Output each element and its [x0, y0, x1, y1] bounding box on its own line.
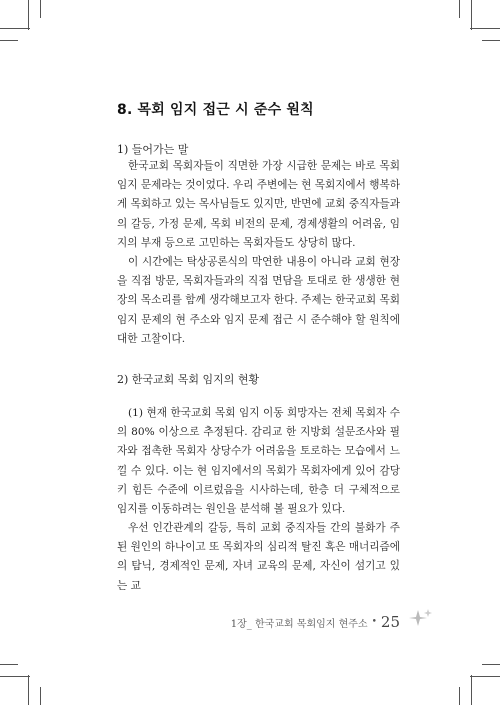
- paragraph: (1) 현재 한국교회 목회 임지 이동 희망자는 전체 목회자 수의 80% 이상으로 추정된다. 감리교 한 지방회 설문조사와 필자와 접촉한 목회자 상당수가 어려움을 토로하는 모습에서 느낄 수 있다. 이는 현 임지에서의 목회가 목회자에게 있어 감당키 힘든 수준에 이르렀음을 시사하는데, 한층 더 구체적으로 임지를 이동하려는 원인을 분석해 볼 필요가 있다.: [117, 407, 400, 516]
- crop-mark: [0, 28, 30, 29]
- crop-mark: [459, 0, 460, 18]
- bullet-icon: •: [371, 617, 377, 627]
- crop-mark: [459, 687, 460, 705]
- page-footer: [230, 613, 400, 631]
- subsection-heading: 2) 한국교회 목회 임지의 현황: [117, 373, 260, 386]
- crop-mark: [482, 664, 500, 665]
- crop-mark: [40, 0, 41, 18]
- paragraph: 이 시간에는 탁상공론식의 막연한 내용이 아니라 교회 현장을 직접 방문, 목회자들과의 직접 면담을 토대로 한 생생한 현장의 목소리를 함께 생각해보고자 한다. 주제는 한국교회 목회 임지 문제의 현 주소와 임지 문제 접근 시 준수해야 할 원칙에 대한 고찰이다.: [117, 256, 400, 345]
- crop-mark: [28, 0, 29, 30]
- footer-chapter: 1장_ 한국교회 목회임지 현주소: [230, 618, 368, 630]
- crop-mark: [470, 28, 500, 29]
- page-number: 25: [380, 613, 400, 631]
- crop-mark: [471, 0, 472, 30]
- crop-mark: [0, 40, 18, 41]
- sparkle-decoration-icon: [404, 606, 434, 630]
- subsection-heading: 1) 들어가는 말: [117, 143, 189, 156]
- section-title: 8. 목회 임지 접근 시 준수 원칙: [117, 102, 314, 118]
- crop-mark: [0, 676, 30, 677]
- paragraph: 우선 인간관계의 갈등, 특히 교회 중직자들 간의 불화가 주된 원인의 하나이고 또 목회자의 심리적 탈진 혹은 매너리즘에의 탐닉, 경제적인 문제, 자녀 교육의 문제, 자신이 섬기고 있는 교: [117, 522, 400, 592]
- crop-mark: [471, 675, 472, 705]
- crop-mark: [470, 676, 500, 677]
- crop-mark: [0, 664, 18, 665]
- crop-mark: [28, 675, 29, 705]
- paragraph: 한국교회 목회자들이 직면한 가장 시급한 문제는 바로 목회 임지 문제라는 것이었다. 우리 주변에는 현 목회지에서 행복하게 목회하고 있는 목사님들도 있지만, 반면에 교회 중직자들과의 갈등, 가정 문제, 목회 비전의 문제, 경제생활의 어려움, 임지의 부재 등으로 고민하는 목회자들도 상당히 많다.: [117, 160, 400, 249]
- crop-mark: [40, 687, 41, 705]
- crop-mark: [482, 40, 500, 41]
